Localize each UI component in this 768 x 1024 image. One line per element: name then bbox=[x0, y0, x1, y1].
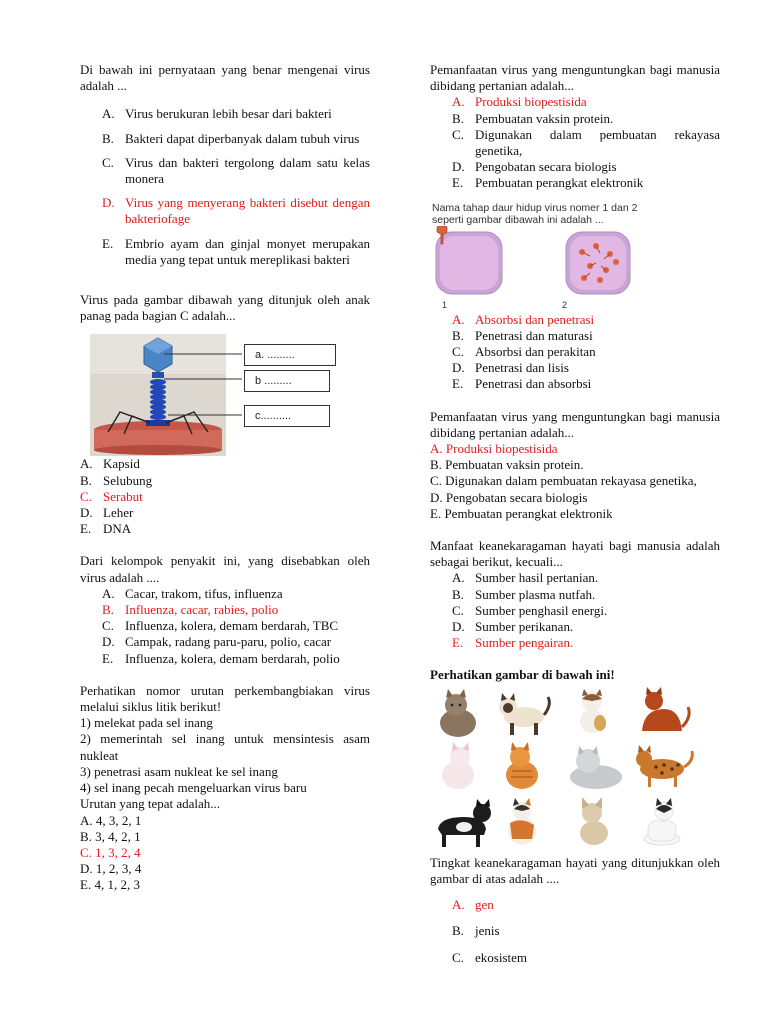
option-c[interactable]: C. Absorbsi dan perakitan bbox=[452, 344, 596, 360]
option-b[interactable]: B. Penetrasi dan maturasi bbox=[452, 327, 593, 343]
option-c[interactable]: C. Digunakan dalam pembuatan rekayasa genetika, bbox=[430, 473, 697, 489]
question-1 bbox=[80, 62, 370, 268]
figure-number-1: 1 bbox=[442, 299, 448, 310]
right-column bbox=[430, 62, 720, 966]
question-9-heading: Perhatikan gambar di bawah ini! bbox=[430, 667, 615, 683]
label-c: c.......... bbox=[244, 405, 330, 427]
cat-7 bbox=[570, 746, 622, 789]
option-c[interactable]: C. Sumber penghasil energi. bbox=[452, 602, 608, 618]
option-a-answer[interactable]: A. gen bbox=[452, 897, 494, 913]
option-e-answer[interactable]: E. Sumber pengairan. bbox=[452, 635, 574, 651]
bacteriophage-figure bbox=[80, 334, 370, 456]
option-a[interactable]: A. Cacar, trakom, tifus, influenza bbox=[102, 585, 283, 601]
cat-3 bbox=[580, 689, 606, 733]
option-d[interactable]: D. Campak, radang paru-paru, polio, cacar bbox=[102, 634, 332, 650]
option-a[interactable]: A. Virus berukuran lebih besar dari bakteri bbox=[102, 106, 332, 122]
question-2-options bbox=[80, 456, 370, 537]
question-4-text: Perhatikan nomor urutan perkembangbiakan virus melalui siklus litik berikut! bbox=[80, 682, 370, 715]
option-c-answer[interactable]: C. 1, 3, 2, 4 bbox=[80, 844, 141, 860]
option-e[interactable]: E. 4, 1, 2, 3 bbox=[80, 877, 140, 893]
option-b[interactable]: B. Pembuatan vaksin protein. bbox=[430, 457, 584, 473]
cat-2 bbox=[499, 693, 549, 735]
question-5-options bbox=[430, 94, 720, 191]
option-c[interactable]: C. Digunakan dalam pembuatan rekayasa genetika, bbox=[452, 126, 720, 159]
option-e[interactable]: E. Pembuatan perangkat elektronik bbox=[430, 505, 613, 521]
question-2-text: Virus pada gambar dibawah yang ditunjuk oleh anak panag pada bagian C adalah... bbox=[80, 292, 370, 324]
virus-lifecycle-figure bbox=[430, 202, 720, 310]
option-e[interactable]: E. DNA bbox=[80, 521, 132, 537]
question-7 bbox=[430, 409, 720, 522]
question-9 bbox=[430, 667, 720, 965]
question-4-prompt: Urutan yang tepat adalah... bbox=[80, 796, 221, 812]
label-a: a. ......... bbox=[244, 344, 336, 366]
cat-4 bbox=[642, 687, 689, 731]
option-c[interactable]: C. Virus dan bakteri tergolong dalam satu kelas monera bbox=[102, 154, 370, 187]
option-e[interactable]: E. Embrio ayam dan ginjal monyet merupakan media yang tepat untuk mereplikasi bakteri bbox=[102, 235, 370, 267]
option-b[interactable]: B. Sumber plasma nutfah. bbox=[452, 586, 596, 602]
cat-5 bbox=[442, 742, 474, 789]
left-column bbox=[80, 62, 370, 894]
option-b[interactable]: B. 3, 4, 2, 1 bbox=[80, 828, 141, 844]
option-b[interactable]: B. Pembuatan vaksin protein. bbox=[452, 110, 614, 126]
option-c[interactable]: C. ekosistem bbox=[452, 949, 527, 965]
question-8 bbox=[430, 538, 720, 651]
question-6-options bbox=[430, 312, 720, 393]
option-d-answer[interactable]: D. Virus yang menyerang bakteri disebut dengan bakteriofage bbox=[102, 195, 370, 227]
question-8-options bbox=[430, 570, 720, 651]
option-e[interactable]: E. Pembuatan perangkat elektronik bbox=[452, 175, 644, 191]
cat-10 bbox=[508, 798, 536, 845]
cat-6 bbox=[506, 742, 538, 789]
option-d[interactable]: D. Leher bbox=[80, 505, 134, 521]
question-6 bbox=[430, 202, 720, 393]
step-2: 2) memerintah sel inang untuk mensintesis asam nukleat bbox=[80, 731, 370, 763]
question-1-text: Di bawah ini pernyataan yang benar mengenai virus adalah ... bbox=[80, 62, 370, 94]
question-1-options bbox=[80, 106, 370, 268]
option-a[interactable]: A. Kapsid bbox=[80, 456, 140, 472]
question-3 bbox=[80, 553, 370, 666]
option-e[interactable]: E. Penetrasi dan absorbsi bbox=[452, 376, 592, 392]
option-b[interactable]: B. Bakteri dapat diperbanyak dalam tubuh virus bbox=[102, 130, 360, 146]
question-5 bbox=[430, 62, 720, 192]
option-d[interactable]: D. Penetrasi dan lisis bbox=[452, 360, 569, 376]
option-d[interactable]: D. 1, 2, 3, 4 bbox=[80, 861, 142, 877]
option-b-answer[interactable]: B. Influenza, cacar, rabies, polio bbox=[102, 602, 279, 618]
cat-11 bbox=[580, 797, 608, 845]
option-e[interactable]: E. Influenza, kolera, demam berdarah, polio bbox=[102, 650, 340, 666]
question-8-text: Manfaat keanekaragaman hayati bagi manusia adalah sebagai berikut, kecuali... bbox=[430, 538, 720, 570]
step-1: 1) melekat pada sel inang bbox=[80, 715, 213, 731]
cat-1 bbox=[440, 689, 476, 737]
option-a-answer[interactable]: A. Produksi biopestisida bbox=[452, 94, 587, 110]
option-a-answer[interactable]: A. Absorbsi dan penetrasi bbox=[452, 311, 595, 327]
virus-cells-image bbox=[430, 226, 720, 310]
step-4: 4) sel inang pecah mengeluarkan virus baru bbox=[80, 780, 307, 796]
option-a[interactable]: A. 4, 3, 2, 1 bbox=[80, 812, 142, 828]
option-a-answer[interactable]: A. Produksi biopestisida bbox=[430, 441, 558, 457]
option-a[interactable]: A. Sumber hasil pertanian. bbox=[452, 570, 599, 586]
option-c-answer[interactable]: C. Serabut bbox=[80, 488, 143, 504]
label-b: b ......... bbox=[244, 370, 330, 392]
option-d[interactable]: D. Pengobatan secara biologis bbox=[430, 489, 588, 505]
question-3-text: Dari kelompok penyakit ini, yang disebabkan oleh virus adalah .... bbox=[80, 553, 370, 585]
option-d[interactable]: D. Pengobatan secara biologis bbox=[452, 159, 617, 175]
cat-12 bbox=[644, 798, 680, 845]
question-7-text: Pemanfaatan virus yang menguntungkan bagi manusia dibidang pertanian adalah... bbox=[430, 408, 720, 440]
option-b[interactable]: B. jenis bbox=[452, 923, 500, 939]
option-d[interactable]: D. Sumber perikanan. bbox=[452, 619, 574, 635]
question-2 bbox=[80, 292, 370, 537]
figure-number-2: 2 bbox=[562, 299, 568, 310]
step-3: 3) penetrasi asam nukleat ke sel inang bbox=[80, 763, 278, 779]
question-9-options bbox=[430, 897, 720, 966]
question-5-text: Pemanfaatan virus yang menguntungkan bagi manusia dibidang pertanian adalah... bbox=[430, 62, 720, 94]
option-b[interactable]: B. Selubung bbox=[80, 472, 153, 488]
figure-caption: Nama tahap daur hidup virus nomer 1 dan 2 seperti gambar dibawah ini adalah ... bbox=[432, 201, 638, 226]
question-9-text: Tingkat keanekaragaman hayati yang ditunjukkan oleh gambar di atas adalah .... bbox=[430, 854, 720, 886]
cat-8 bbox=[636, 745, 692, 787]
cat-9 bbox=[438, 799, 491, 847]
question-3-options bbox=[80, 586, 370, 667]
cat-breeds-image bbox=[430, 687, 720, 853]
option-c[interactable]: C. Influenza, kolera, demam berdarah, TBC bbox=[102, 618, 339, 634]
question-4 bbox=[80, 683, 370, 894]
